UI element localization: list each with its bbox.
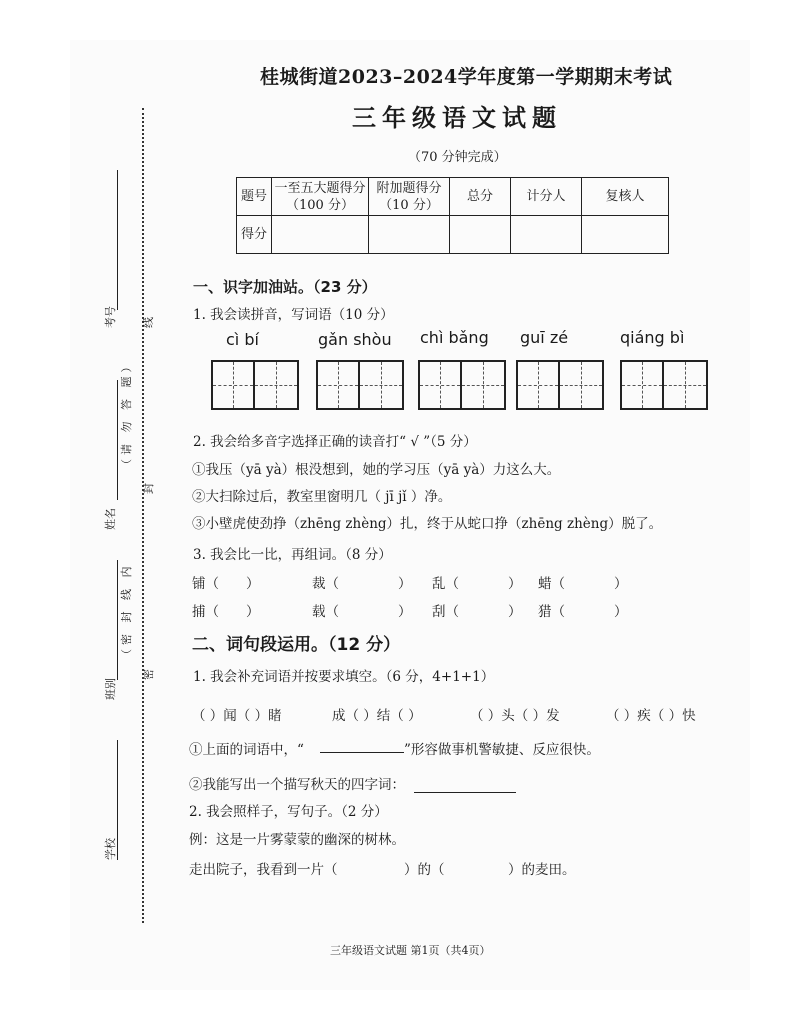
compare-char-4: 蜡（ — [538, 576, 565, 592]
q2-item-2: ②大扫除过后，教室里窗明几（ jī jǐ ）净。 — [192, 489, 452, 505]
compare-close: ） — [508, 576, 522, 592]
exam-no-label: 考号 — [104, 306, 117, 328]
exam-title: 桂城街道2023–2024学年度第一学期期末考试 — [260, 66, 673, 88]
q1-prompt: 1. 我会读拼音，写词语（10 分） — [193, 307, 394, 323]
score-cell[interactable] — [511, 216, 582, 254]
score-cell[interactable] — [450, 216, 511, 254]
writing-grid-2[interactable] — [316, 360, 404, 410]
binding-dotted-line — [142, 108, 144, 923]
s2-q2-prompt: 2. 我会照样子，写句子。（2 分） — [189, 804, 388, 820]
pinyin-4: guī zé — [520, 328, 569, 347]
table-header-cell: 计分人 — [511, 178, 582, 216]
pinyin-1: cì bí — [226, 330, 259, 349]
seal-mark: 封 — [142, 483, 155, 494]
q2-item-3: ③小壁虎使劲挣（zhēng zhèng）扎，终于从蛇口挣（zhēng zhèng）脱了。 — [192, 516, 663, 532]
idiom-blank-3: （ ）头（ ）发 — [470, 708, 560, 724]
table-row-label: 得分 — [237, 216, 272, 254]
compare-close: ） — [246, 604, 260, 620]
example-sentence: 例：这是一片雾蒙蒙的幽深的树林。 — [189, 832, 405, 848]
writing-grid-1[interactable] — [211, 360, 299, 410]
sub-question-1: ①上面的词语中，“ — [189, 742, 304, 758]
table-header-cell: 总分 — [450, 178, 511, 216]
writing-grid-3[interactable] — [418, 360, 506, 410]
school-label: 学校 — [104, 838, 117, 860]
compare-close: ） — [398, 604, 412, 620]
task-sentence-c: ）的麦田。 — [508, 862, 576, 878]
score-cell[interactable] — [272, 216, 369, 254]
table-header-cell: 题号 — [237, 178, 272, 216]
answer-blank[interactable] — [320, 752, 404, 753]
task-sentence-b: ）的（ — [404, 862, 445, 878]
idiom-blank-1: （ ）闻（ ）睹 — [192, 708, 282, 724]
name-label: 姓名 — [104, 508, 117, 530]
table-header-cell: 附加题得分（10 分） — [369, 178, 450, 216]
score-cell[interactable] — [582, 216, 669, 254]
no-answer-notice: （请 勿 答 题） — [120, 357, 133, 470]
compare-char-8: 猎（ — [538, 604, 565, 620]
pinyin-5: qiáng bì — [620, 328, 685, 347]
time-note: （70 分钟完成） — [408, 150, 507, 165]
pinyin-2: gǎn shòu — [318, 330, 392, 349]
compare-close: ） — [246, 576, 260, 592]
writing-grid-5[interactable] — [620, 360, 708, 410]
seal-notice: （密 封 线 内 — [120, 562, 133, 660]
idiom-blank-4: （ ）疾（ ）快 — [606, 708, 696, 724]
task-sentence-a: 走出院子，我看到一片（ — [189, 862, 338, 878]
compare-char-5: 捕（ — [192, 604, 219, 620]
s2-q1-prompt: 1. 我会补充词语并按要求填空。（6 分，4+1+1） — [193, 669, 495, 685]
q2-item-1: ①我压（yā yà）根没想到，她的学习压（yā yà）力这么大。 — [192, 462, 561, 478]
paper-subtitle: 三年级语文试题 — [352, 103, 562, 132]
compare-char-2: 裁（ — [312, 576, 339, 592]
compare-close: ） — [508, 604, 522, 620]
sub-question-1-end: ”形容做事机警敏捷、反应很快。 — [404, 742, 600, 758]
compare-char-7: 刮（ — [432, 604, 459, 620]
section1-heading: 一、识字加油站。（23 分） — [193, 278, 377, 296]
score-table — [236, 177, 669, 254]
compare-char-3: 乱（ — [432, 576, 459, 592]
q2-prompt: 2. 我会给多音字选择正确的读音打“ √ ”（5 分） — [193, 434, 477, 450]
writing-grid-4[interactable] — [516, 360, 604, 410]
line-mark: 线 — [142, 317, 155, 328]
answer-blank[interactable] — [414, 792, 516, 793]
compare-char-1: 铺（ — [192, 576, 219, 592]
compare-close: ） — [614, 604, 628, 620]
class-label: 班别 — [104, 678, 117, 700]
pinyin-3: chì bǎng — [420, 328, 489, 347]
seal-mark: 密 — [142, 669, 155, 680]
sub-question-2: ②我能写出一个描写秋天的四字词： — [189, 777, 405, 793]
table-header-cell: 复核人 — [582, 178, 669, 216]
exam-no-line — [117, 170, 118, 310]
score-cell[interactable] — [369, 216, 450, 254]
section2-heading: 二、词句段运用。（12 分） — [192, 635, 401, 655]
idiom-blank-2: 成（ ）结（ ） — [332, 708, 422, 724]
q3-prompt: 3. 我会比一比，再组词。（8 分） — [193, 547, 392, 563]
compare-close: ） — [398, 576, 412, 592]
table-header-cell: 一至五大题得分（100 分） — [272, 178, 369, 216]
compare-char-6: 载（ — [312, 604, 339, 620]
compare-close: ） — [614, 576, 628, 592]
page-footer: 三年级语文试题 第1页（共4页） — [330, 944, 491, 957]
